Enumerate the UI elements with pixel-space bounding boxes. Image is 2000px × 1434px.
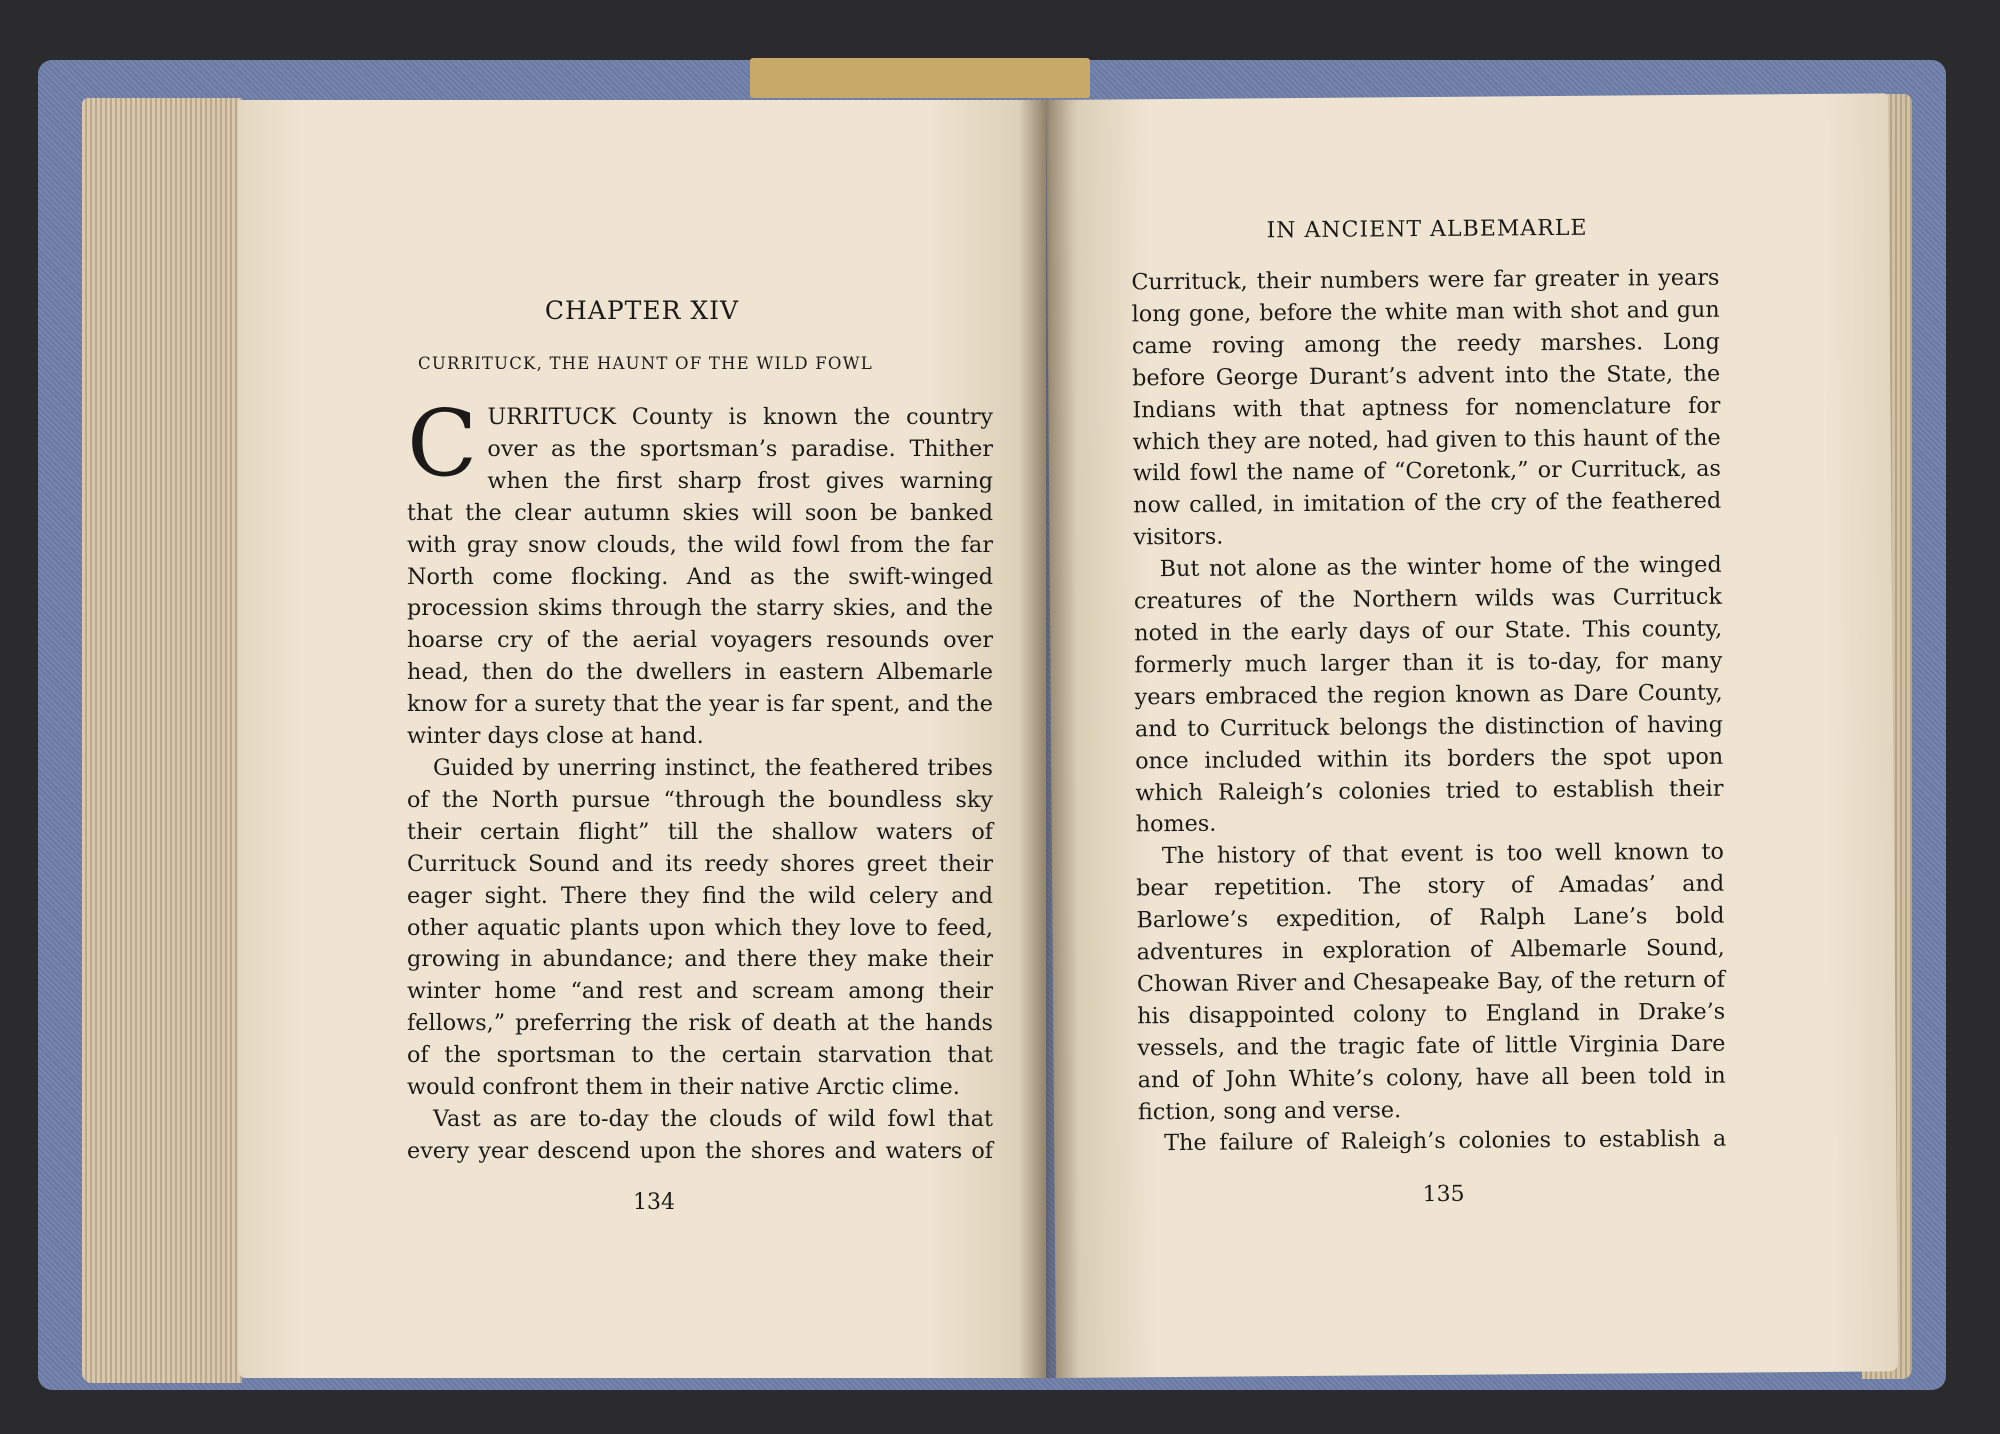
gutter-shadow bbox=[1018, 100, 1078, 1378]
running-head: IN ANCIENT ALBEMARLE bbox=[1266, 215, 1588, 244]
left-page bbox=[238, 100, 1046, 1378]
paragraph bbox=[407, 390, 993, 753]
page-number: 135 bbox=[1422, 1181, 1465, 1208]
paragraph: But not alone as the winter home of the winged creatures of the Northern wilds was Currituck noted in the early days of our State. This county, formerly much larger than it is to-day, for many years embraced the region known as Dare County, and to Currituck belongs the distinction of having once included within its borders the spot upon which Raleigh’s colonies tried to establish their homes. bbox=[1133, 551, 1724, 838]
paragraph: Vast as are to-day the clouds of wild fowl that every year descend upon the shores and waters of bbox=[407, 1105, 993, 1164]
drop-cap: C bbox=[407, 390, 478, 497]
page-number: 134 bbox=[633, 1190, 675, 1215]
chapter-title: CURRITUCK, THE HAUNT OF THE WILD FOWL bbox=[418, 354, 873, 373]
right-page-body bbox=[1131, 263, 1726, 1161]
paragraph: The history of that event is too well known to bear repetition. The story of Amadas’ and Barlowe’s expedition, of Ralph Lane’s bold adventures in exploration of Albemarle Sound, Chowan River and Chesapeake Bay, of the return of his disappointed colony to England in Drake’s vessels, and the tragic fate of little Virginia Dare and of John White’s colony, have all been told in fiction, song and verse. bbox=[1136, 839, 1726, 1125]
chapter-heading: CHAPTER XIV bbox=[544, 296, 740, 325]
paragraph: The failure of Raleigh’s colonies to establish a bbox=[1164, 1126, 1727, 1157]
paragraph: Guided by unerring instinct, the feathered tribes of the North pursue “through the boundless sky their certain flight” till the shallow waters of Currituck Sound and its reedy shores greet their eager sight. There they find the wild celery and other aquatic plants upon which they love to feed, growing in abundance; and there they make their winter home “and rest and scream among their fellows,” preferring the risk of death at the hands of the sportsman to the certain starvation that would confront them in their native Arctic clime. bbox=[407, 754, 993, 1101]
spine-tape bbox=[750, 58, 1090, 98]
paragraph: Currituck, their numbers were far greater in years long gone, before the white man with shot and gun came roving among the reedy marshes. Long before George Durant’s advent into the State, the Indians with that aptness for nomenclature for which they are noted, had given to this haunt of the wild fowl the name of “Coretonk,” or Currituck, as now called, in imitation of the cry of the feathered visitors. bbox=[1131, 264, 1722, 551]
paragraph-text: URRITUCK County is known the country over as the sportsman’s paradise. Thither when the first sharp frost gives warning that the clear autumn skies will soon be banked with gray snow clouds, the wild fowl from the far North come flocking. And as the swift-winged procession skims through the starry skies, and the hoarse cry of the aerial voyagers resounds over head, then do the dwellers in eastern Albemarle know for a surety that the year is far spent, and the winter days close at hand. bbox=[407, 404, 993, 750]
page-edges-left bbox=[82, 98, 242, 1383]
right-page bbox=[1046, 93, 1898, 1378]
left-page-body bbox=[407, 390, 993, 1168]
